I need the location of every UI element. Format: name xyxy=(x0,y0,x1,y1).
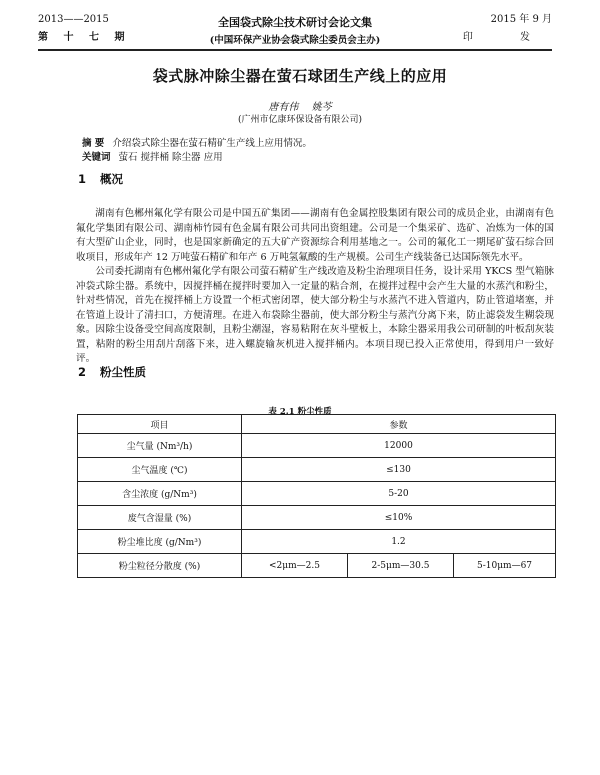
row-label: 粉尘粒径分散度 (%) xyxy=(78,554,242,578)
keywords-label: 关键词 xyxy=(82,152,111,163)
section-1-paragraph-2: 公司委托湖南有色郴州氟化学有限公司萤石精矿生产线改造及粉尘治理项目任务，设计采用 YKCS 型气箱脉冲袋式除尘器。系统中，因搅拌桶在搅拌时要加入一定量的粘合剂，在搅拌过程中会产生大量的水蒸汽和粉尘，针对些情况，首先在搅拌桶上方设置一个柜式密闭罩，使大部分粉尘与水蒸汽不进入管道内，防止管道堵塞，并在管道上设计了清扫口，方便清理。在进入布袋除尘器前，使大部分粉尘与蒸汽分离下来，防止滤袋发生糊袋现象。因除尘设备受空间高度限制，且粉尘潮湿，容易粘附在灰斗壁板上，本除尘器采用我公司研制的叶板刮灰装置，粘附的粉尘用刮片刮落下来，进入螺旋输灰机进入搅拌桶内。本项目现已投入正常使用，得到用户一致好评。 xyxy=(76,266,554,364)
row-label: 含尘浓度 (g/Nm³) xyxy=(78,482,242,506)
section-1-title: 概况 xyxy=(100,172,124,186)
row-value: 2-5μm—30.5 xyxy=(348,554,454,578)
row-value: ≤10% xyxy=(242,506,556,530)
header-years: 2013——2015 xyxy=(38,14,109,25)
row-value: ≤130 xyxy=(242,458,556,482)
keywords-text: 萤石 搅拌桶 除尘器 应用 xyxy=(118,152,223,163)
table-row xyxy=(78,506,556,530)
row-label: 粉尘堆比度 (g/Nm³) xyxy=(78,530,242,554)
column-header-param: 参数 xyxy=(242,415,556,434)
paper-affiliation: (广州市亿康环保设备有限公司) xyxy=(237,115,363,125)
row-value: 12000 xyxy=(242,434,556,458)
row-value: <2μm—2.5 xyxy=(242,554,348,578)
table-row xyxy=(78,530,556,554)
paper-authors: 唐有伟 姚芩 xyxy=(268,102,332,113)
header-conference: 全国袋式除尘技术研讨会论文集 xyxy=(218,16,372,29)
section-2-title: 粉尘性质 xyxy=(100,365,147,379)
header-divider xyxy=(38,49,552,51)
page-header xyxy=(38,14,552,54)
table-row xyxy=(78,434,556,458)
row-value: 1.2 xyxy=(242,530,556,554)
abstract-block xyxy=(82,137,312,165)
section-1-paragraph-1: 湖南有色郴州氟化学有限公司是中国五矿集团——湖南有色金属控股集团有限公司的成员企业，由湖南有色氟化学集团有限公司、湖南柿竹园有色金属有限公司共同出资组建。公司是一个集采矿、选矿、冶炼为一体的国有大型矿山企业，同时，也是国家新确定的五大矿产资源综合利用基地之一。公司的氟化工一期尾矿萤石综合回收项目，形成年产 12 万吨萤石精矿和年产 6 万吨氢氟酸的生产规模。公司生产线装备已达国际领先水平。 xyxy=(76,208,554,263)
table-header-row xyxy=(78,415,556,434)
section-2-number: 2 xyxy=(78,365,87,379)
row-label: 废气含湿量 (%) xyxy=(78,506,242,530)
row-label: 尘气温度 (℃) xyxy=(78,458,242,482)
abstract-text: 介绍袋式除尘器在萤石精矿生产线上应用情况。 xyxy=(112,138,312,149)
table-row xyxy=(78,458,556,482)
header-date: 2015 年 9 月 xyxy=(490,14,552,25)
row-label: 尘气量 (Nm³/h) xyxy=(78,434,242,458)
section-1-number: 1 xyxy=(78,172,87,186)
paper-title: 袋式脉冲除尘器在萤石球团生产线上的应用 xyxy=(152,67,448,85)
table-row xyxy=(78,482,556,506)
abstract-line xyxy=(82,137,312,151)
abstract-label: 摘 要 xyxy=(82,138,105,149)
section-1-body xyxy=(76,207,554,367)
row-value: 5-20 xyxy=(242,482,556,506)
keywords-line xyxy=(82,151,312,165)
column-header-item: 项目 xyxy=(78,415,242,434)
section-2-heading xyxy=(78,364,146,380)
row-value: 5-10μm—67 xyxy=(454,554,556,578)
header-organizer: (中国环保产业协会袋式除尘委员会主办) xyxy=(209,35,381,46)
header-print: 印 发 xyxy=(462,32,552,43)
dust-properties-table xyxy=(77,414,556,578)
section-1-heading xyxy=(78,171,123,187)
table-caption: 表 2.1 粉尘性质 xyxy=(268,407,332,417)
header-issue: 第 十 七 期 xyxy=(38,32,131,43)
table-row xyxy=(78,554,556,578)
